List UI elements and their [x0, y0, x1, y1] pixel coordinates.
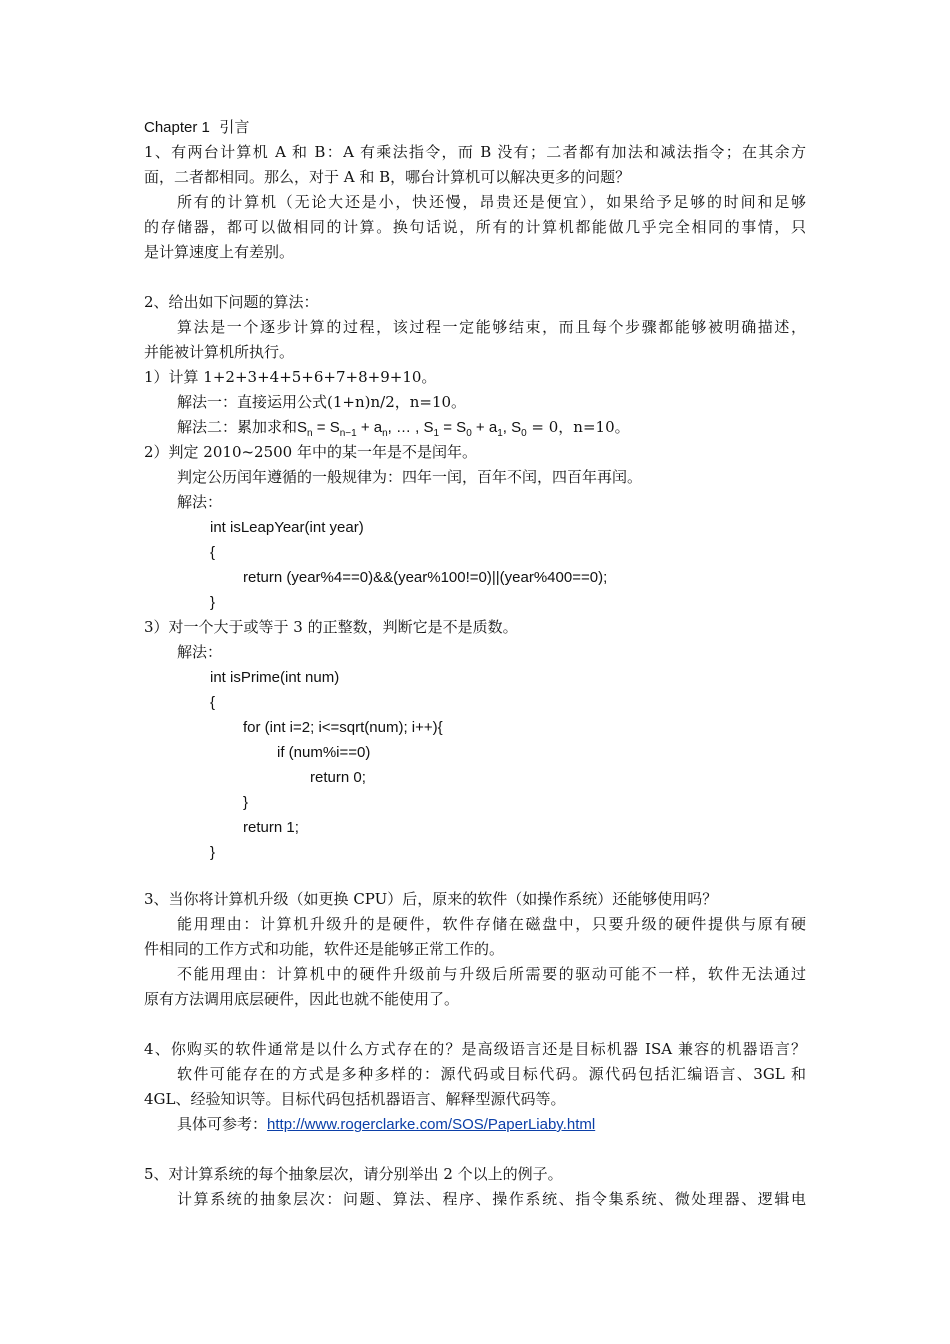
code-line: return 0; — [310, 769, 366, 786]
q2-problem3-title: 3）对一个大于或等于 3 的正整数，判断它是不是质数。 — [144, 618, 518, 636]
chapter-title: Chapter 1 — [144, 119, 210, 136]
q2-problem2-title: 2）判定 2010~2500 年中的某一年是不是闰年。 — [144, 443, 477, 461]
formula-eq1: = S — [312, 419, 340, 436]
q2-problem2-solution-label: 解法： — [177, 493, 223, 511]
q2-problem3-solution-label: 解法： — [177, 643, 223, 661]
code-line: return (year%4==0)&&(year%100!=0)||(year%400==0); — [243, 569, 608, 586]
code-line: } — [210, 594, 216, 611]
q3-question: 3、当你将计算机升级（如更换 CPU）后，原来的软件（如操作系统）还能够使用吗？ — [144, 890, 718, 908]
code-line: int isLeapYear(int year) — [210, 519, 364, 536]
q1-answer-line3: 是计算速度上有差别。 — [144, 243, 295, 261]
code-line: int isPrime(int num) — [210, 669, 340, 686]
chapter-subtitle: 引言 — [219, 118, 250, 136]
formula-sub-a1: 1 — [497, 428, 503, 439]
code-line: } — [243, 794, 249, 811]
formula-sub-0a: 0 — [466, 428, 472, 439]
formula-tail: = 0，n=10。 — [526, 418, 630, 436]
formula-eq2: = S — [439, 419, 467, 436]
formula-ellipsis: , … , S — [387, 419, 434, 436]
formula-sub-1: 1 — [433, 428, 440, 439]
q3-no-line2: 原有方法调用底层硬件，因此也就不能使用了。 — [144, 990, 460, 1008]
q4-reference-label: 具体可参考： — [177, 1115, 268, 1133]
code-line: if (num%i==0) — [277, 744, 371, 761]
q1-question-line1: 1、有两台计算机 A 和 B：A 有乘法指令，而 B 没有；二者都有加法和减法指令；在其余方 — [144, 143, 806, 161]
code-line: } — [210, 844, 216, 861]
chapter-heading — [144, 115, 249, 140]
q3-yes-line2: 件相同的工作方式和功能，软件还是能够正常工作的。 — [144, 940, 505, 958]
code-line: for (int i=2; i<=sqrt(num); i++){ — [243, 719, 443, 736]
formula-sub-n-minus-1: n−1 — [339, 428, 357, 439]
solution2-formula — [297, 419, 527, 439]
formula-sub-an: n — [382, 428, 388, 439]
formula-s: S — [297, 419, 308, 436]
code-line: return 1; — [243, 819, 299, 836]
q4-answer-line2: 4GL、经验知识等。目标代码包括机器语言、解释型源代码等。 — [144, 1090, 566, 1108]
q2-question: 2、给出如下问题的算法： — [144, 293, 319, 311]
q2-problem1-solution2 — [177, 415, 630, 440]
code-line: { — [210, 544, 216, 561]
formula-plus-a2: + a — [471, 419, 498, 436]
formula-comma: , S — [502, 419, 522, 436]
q2-problem1-solution1: 解法一：直接运用公式(1+n)n/2，n=10。 — [177, 393, 467, 411]
q5-answer-line1: 计算系统的抽象层次：问题、算法、程序、操作系统、指令集系统、微处理器、逻辑电 — [177, 1190, 806, 1208]
solution2-prefix: 解法二：累加求和 — [177, 418, 298, 436]
q2-definition-line1: 算法是一个逐步计算的过程，该过程一定能够结束，而且每个步骤都能够被明确描述， — [177, 318, 806, 336]
q1-answer-line1: 所有的计算机（无论大还是小，快还慢，昂贵还是便宜），如果给予足够的时间和足够 — [177, 193, 806, 211]
q2-definition-line2: 并能被计算机所执行。 — [144, 343, 295, 361]
formula-sub-n: n — [307, 428, 313, 439]
q2-problem2-rule: 判定公历闰年遵循的一般规律为：四年一闰，百年不闰，四百年再闰。 — [177, 468, 643, 486]
q1-answer-line2: 的存储器，都可以做相同的计算。换句话说，所有的计算机都能做几乎完全相同的事情，只 — [144, 218, 806, 236]
q4-question: 4、你购买的软件通常是以什么方式存在的？是高级语言还是目标机器 ISA 兼容的机器语言？ — [144, 1040, 806, 1058]
code-line: { — [210, 694, 216, 711]
q2-problem1-title: 1）计算 1+2+3+4+5+6+7+8+9+10。 — [144, 368, 437, 386]
q3-yes-line1: 能用理由：计算机升级升的是硬件，软件存储在磁盘中，只要升级的硬件提供与原有硬 — [177, 915, 806, 933]
q1-question-line2: 面，二者都相同。那么，对于 A 和 B，哪台计算机可以解决更多的问题？ — [144, 168, 631, 186]
q4-answer-line1: 软件可能存在的方式是多种多样的：源代码或目标代码。源代码包括汇编语言、3GL 和 — [177, 1065, 806, 1083]
q4-reference — [177, 1112, 595, 1137]
formula-plus-a: + a — [356, 419, 383, 436]
formula-sub-0b: 0 — [521, 428, 527, 439]
q3-no-line1: 不能用理由：计算机中的硬件升级前与升级后所需要的驱动可能不一样，软件无法通过 — [177, 965, 806, 983]
q5-question: 5、对计算系统的每个抽象层次，请分别举出 2 个以上的例子。 — [144, 1165, 563, 1183]
q4-reference-link[interactable]: http://www.rogerclarke.com/SOS/PaperLiaby.html — [267, 1116, 596, 1133]
